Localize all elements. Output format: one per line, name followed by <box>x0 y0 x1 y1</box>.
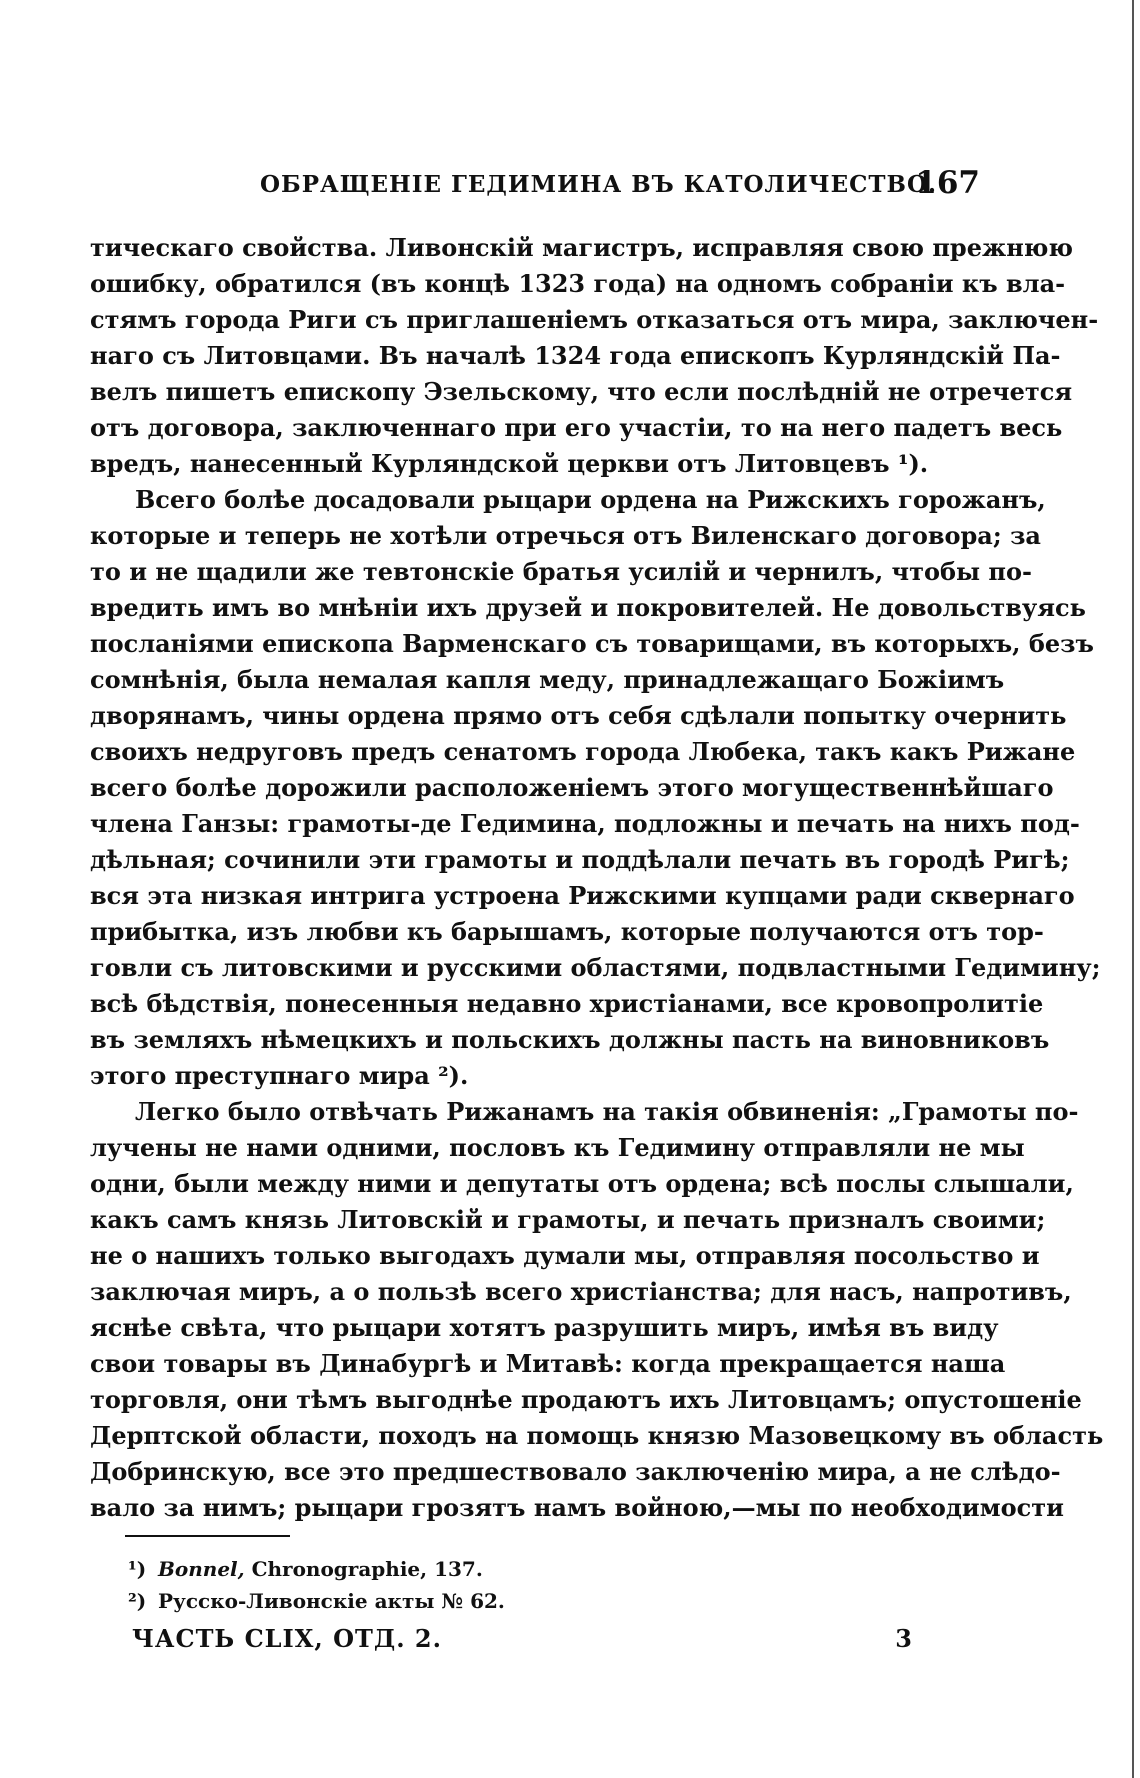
text-line: Всего болѣе досадовали рыцари ордена на Рижскихъ горожанъ, <box>135 485 1046 514</box>
footnote-text: Русско-Ливонскіе акты № 62. <box>158 1589 505 1613</box>
footnote <box>128 1585 728 1617</box>
text-line: Дерптской области, походъ на помощь князю Мазовецкому въ область <box>90 1421 1104 1450</box>
text-line: ошибку, обратился (въ концѣ 1323 года) на одномъ собраніи къ вла- <box>90 269 1066 298</box>
footnote-author: Bonnel, <box>158 1557 245 1581</box>
text-line: члена Ганзы: грамоты-де Гедимина, подложны и печать на нихъ под- <box>90 809 1080 838</box>
text-line: тическаго свойства. Ливонскій магистръ, исправляя свою прежнюю <box>90 233 1074 262</box>
text-line: посланіями епископа Варменскаго съ товарищами, въ которыхъ, безъ <box>90 629 1094 658</box>
text-line: вало за нимъ; рыцари грозятъ намъ войною,—мы по необходимости <box>90 1493 1064 1522</box>
footnote-mark: ¹) <box>128 1557 147 1581</box>
text-line: своихъ недруговъ предъ сенатомъ города Любека, такъ какъ Рижане <box>90 737 1076 766</box>
text-line: яснѣе свѣта, что рыцари хотятъ разрушить миръ, имѣя въ виду <box>90 1313 999 1342</box>
text-line: въ земляхъ нѣмецкихъ и польскихъ должны пасть на виновниковъ <box>90 1025 1050 1054</box>
text-line: этого преступнаго мира ²). <box>90 1061 469 1090</box>
text-line: всѣ бѣдствія, понесенныя недавно христіанами, все кровопролитіе <box>90 989 1044 1018</box>
text-line: одни, были между ними и депутаты отъ ордена; всѣ послы слышали, <box>90 1169 1074 1198</box>
scan-edge <box>1132 0 1140 1778</box>
text-line: Легко было отвѣчать Рижанамъ на такія обвиненія: „Грамоты по- <box>135 1097 1079 1126</box>
signature-number: 3 <box>895 1624 912 1653</box>
text-line: вся эта низкая интрига устроена Рижскими купцами ради сквернаго <box>90 881 1075 910</box>
footnote <box>128 1553 728 1585</box>
text-line: лучены не нами одними, пословъ къ Гедимину отправляли не мы <box>90 1133 1025 1162</box>
text-line: торговля, они тѣмъ выгоднѣе продаютъ ихъ Литовцамъ; опустошеніе <box>90 1385 1082 1414</box>
text-line: дворянамъ, чины ордена прямо отъ себя сдѣлали попытку очернить <box>90 701 1067 730</box>
text-line: прибытка, изъ любви къ барышамъ, которые получаются отъ тор- <box>90 917 1044 946</box>
text-line: Добринскую, все это предшествовало заключенію мира, а не слѣдо- <box>90 1457 1061 1486</box>
text-line: которые и теперь не хотѣли отречься отъ Виленскаго договора; за <box>90 521 1041 550</box>
body-text <box>90 230 1104 1526</box>
footnote-divider <box>125 1535 290 1537</box>
footnote-mark: ²) <box>128 1589 147 1613</box>
text-line: заключая миръ, а о пользѣ всего христіанства; для насъ, напротивъ, <box>90 1277 1072 1306</box>
text-line: всего болѣе дорожили расположеніемъ этого могущественнѣйшаго <box>90 773 1054 802</box>
text-line: какъ самъ князь Литовскій и грамоты, и печать призналъ своими; <box>90 1205 1046 1234</box>
text-line: отъ договора, заключеннаго при его участіи, то на него падетъ весь <box>90 413 1063 442</box>
text-line: стямъ города Риги съ приглашеніемъ отказаться отъ мира, заключен- <box>90 305 1099 334</box>
text-line: свои товары въ Динабургѣ и Митавѣ: когда прекращается наша <box>90 1349 1006 1378</box>
text-line: то и не щадили же тевтонскіе братья усилій и чернилъ, чтобы по- <box>90 557 1032 586</box>
footnotes <box>128 1553 728 1617</box>
text-line: вредъ, нанесенный Курляндской церкви отъ Литовцевъ ¹). <box>90 449 929 478</box>
page-header <box>90 165 980 205</box>
running-head: ОБРАЩЕНІЕ ГЕДИМИНА ВЪ КАТОЛИЧЕСТВО. <box>260 171 938 198</box>
text-line: сомнѣнія, была немалая капля меду, принадлежащаго Божіимъ <box>90 665 1005 694</box>
text-line: вредить имъ во мнѣніи ихъ друзей и покровителей. Не довольствуясь <box>90 593 1086 622</box>
text-line: не о нашихъ только выгодахъ думали мы, отправляя посольство и <box>90 1241 1040 1270</box>
signature-label: ЧАСТЬ CLIX, ОТД. 2. <box>132 1624 442 1653</box>
printer-signature <box>132 1620 912 1660</box>
text-line: велъ пишетъ епископу Эзельскому, что если послѣдній не отречется <box>90 377 1073 406</box>
text-line: говли съ литовскими и русскими областями, подвластными Гедимину; <box>90 953 1101 982</box>
text-line: наго съ Литовцами. Въ началѣ 1324 года епископъ Курляндскій Па- <box>90 341 1061 370</box>
footnote-text: Chronographie, 137. <box>251 1557 483 1581</box>
text-line: дѣльная; сочинили эти грамоты и поддѣлали печать въ городѣ Ригѣ; <box>90 845 1070 874</box>
page-number: 167 <box>915 165 980 201</box>
